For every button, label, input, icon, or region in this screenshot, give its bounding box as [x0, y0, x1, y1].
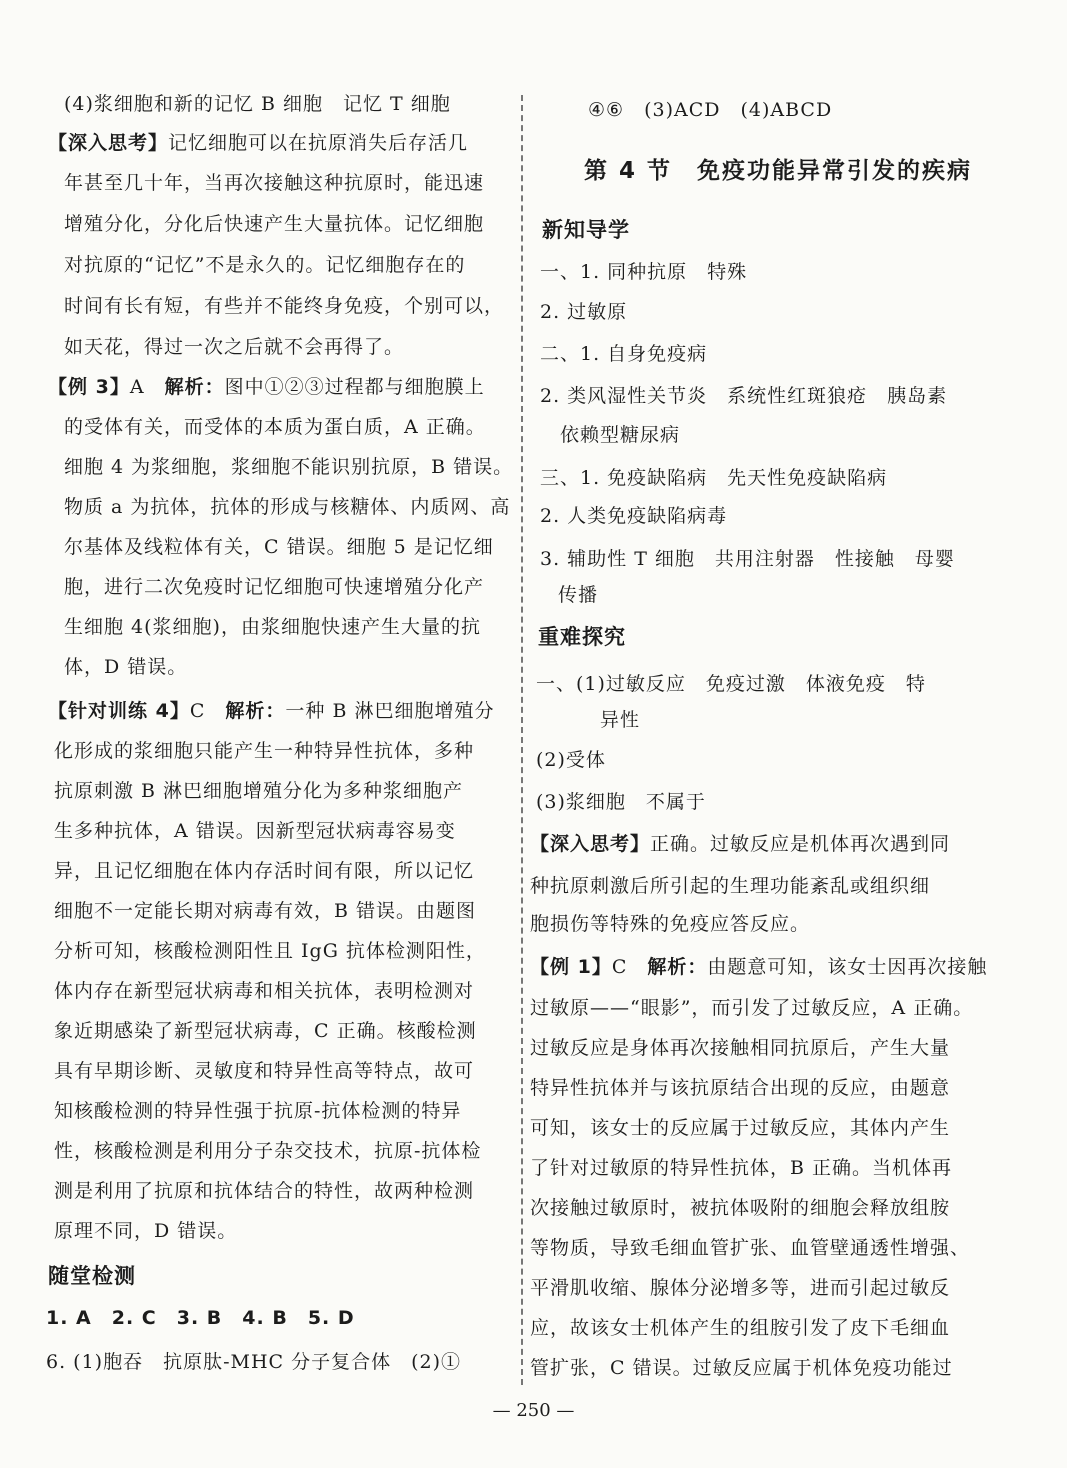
training-4-line: 性，核酸检测是利用分子杂交技术，抗原-抗体检: [54, 1140, 482, 1162]
section-heading: 随堂检测: [48, 1264, 136, 1288]
example-3-line: 体，D 错误。: [64, 656, 188, 678]
example-1-line: 过敏反应是身体再次接触相同抗原后，产生大量: [530, 1037, 951, 1059]
answer-line: (2)受体: [536, 749, 606, 771]
example-1-line: 平滑肌收缩、腺体分泌增多等，进而引起过敏反: [530, 1277, 951, 1299]
page-number: — 250 —: [492, 1400, 575, 1421]
think-paragraph-line: 对抗原的“记忆”不是永久的。记忆细胞存在的: [64, 254, 466, 276]
training-4-line: 具有早期诊断、灵敏度和特异性高等特点，故可: [54, 1060, 475, 1082]
example-1-line: 【例 1】C 解析：由题意可知，该女士因再次接触: [530, 956, 988, 978]
think-paragraph-line: 【深入思考】正确。过敏反应是机体再次遇到同: [530, 833, 951, 855]
example-3-line: 物质 a 为抗体，抗体的形成与核糖体、内质网、高: [64, 496, 511, 518]
section-heading: 重难探究: [538, 625, 626, 649]
think-paragraph-line: 增殖分化，分化后快速产生大量抗体。记忆细胞: [64, 213, 485, 235]
training-4-line: 知核酸检测的特异性强于抗原-抗体检测的特异: [54, 1100, 462, 1122]
think-paragraph-line: 时间有长有短，有些并不能终身免疫，个别可以，: [64, 295, 505, 317]
column-divider: [521, 95, 523, 1385]
answer-line: 三、1. 免疫缺陷病 先天性免疫缺陷病: [540, 467, 888, 489]
think-tag: 【深入思考】: [48, 132, 169, 154]
training-4-line: 异，且记忆细胞在体内存活时间有限，所以记忆: [54, 860, 475, 882]
example-3-line: 胞，进行二次免疫时记忆细胞可快速增殖分化产: [64, 576, 485, 598]
answer-line: 2. 过敏原: [540, 301, 628, 323]
answer-line: (4)浆细胞和新的记忆 B 细胞 记忆 T 细胞: [64, 93, 451, 115]
section-heading: 新知导学: [542, 218, 630, 242]
training-4-line: 分析可知，核酸检测阳性且 IgG 抗体检测阳性，: [54, 940, 486, 962]
example-1-line: 过敏原——“眼影”，而引发了过敏反应，A 正确。: [530, 997, 974, 1019]
example-3-line: 生细胞 4(浆细胞)，由浆细胞快速产生大量的抗: [64, 616, 481, 638]
answer-line: 二、1. 自身免疫病: [540, 343, 708, 365]
example-1-line: 应，故该女士机体产生的组胺引发了皮下毛细血: [530, 1317, 951, 1339]
answers-line: 1. A 2. C 3. B 4. B 5. D: [46, 1307, 355, 1329]
answer-line: 依赖型糖尿病: [560, 424, 681, 446]
example-3-line: 细胞 4 为浆细胞，浆细胞不能识别抗原，B 错误。: [64, 456, 514, 478]
answer-line: 2. 人类免疫缺陷病毒: [540, 505, 728, 527]
training-4-line: 【针对训练 4】C 解析：一种 B 淋巴细胞增殖分: [48, 700, 495, 722]
training-4-tag: 【针对训练 4】: [48, 700, 190, 722]
answer-line: 一、(1)过敏反应 免疫过激 体液免疫 特: [536, 673, 926, 695]
think-paragraph-line: 种抗原刺激后所引起的生理功能紊乱或组织细: [530, 875, 931, 897]
example-1-line: 次接触过敏原时，被抗体吸附的细胞会释放组胺: [530, 1197, 951, 1219]
example-1-line: 管扩张，C 错误。过敏反应属于机体免疫功能过: [530, 1357, 953, 1379]
think-paragraph-line: 【深入思考】记忆细胞可以在抗原消失后存活几: [48, 132, 469, 154]
answer-line: ④⑥ (3)ACD (4)ABCD: [588, 99, 833, 121]
example-3-tag: 【例 3】: [48, 376, 130, 398]
answer-line: 一、1. 同种抗原 特殊: [540, 261, 748, 283]
example-1-tag: 【例 1】: [530, 956, 612, 978]
example-1-line: 可知，该女士的反应属于过敏反应，其体内产生: [530, 1117, 951, 1139]
example-1-line: 了针对过敏原的特异性抗体，B 正确。当机体再: [530, 1157, 953, 1179]
training-4-line: 生多种抗体，A 错误。因新型冠状病毒容易变: [54, 820, 456, 842]
example-1-line: 等物质，导致毛细血管扩张、血管壁通透性增强、: [530, 1237, 971, 1259]
training-4-line: 体内存在新型冠状病毒和相关抗体，表明检测对: [54, 980, 475, 1002]
training-4-line: 原理不同，D 错误。: [54, 1220, 238, 1242]
think-paragraph-line: 如天花，得过一次之后就不会再得了。: [64, 336, 405, 358]
think-paragraph-line: 胞损伤等特殊的免疫应答反应。: [530, 913, 811, 935]
answer-line: 传播: [558, 584, 599, 606]
example-3-line: 的受体有关，而受体的本质为蛋白质，A 正确。: [64, 416, 486, 438]
answer-line: 2. 类风湿性关节炎 系统性红斑狼疮 胰岛素: [540, 385, 948, 407]
answer-line: 异性: [600, 709, 641, 731]
example-3-line: 尔基体及线粒体有关，C 错误。细胞 5 是记忆细: [64, 536, 494, 558]
training-4-line: 抗原刺激 B 淋巴细胞增殖分化为多种浆细胞产: [54, 780, 464, 802]
chapter-title: 第 4 节 免疫功能异常引发的疾病: [584, 158, 973, 184]
think-tag: 【深入思考】: [530, 833, 651, 855]
answer-line: (3)浆细胞 不属于: [536, 791, 706, 813]
think-paragraph-line: 年甚至几十年，当再次接触这种抗原时，能迅速: [64, 172, 485, 194]
question-6-line: 6. (1)胞吞 抗原肽-MHC 分子复合体 (2)①: [46, 1351, 462, 1373]
example-3-line: 【例 3】A 解析：图中①②③过程都与细胞膜上: [48, 376, 485, 398]
training-4-line: 化形成的浆细胞只能产生一种特异性抗体，多种: [54, 740, 475, 762]
training-4-line: 象近期感染了新型冠状病毒，C 正确。核酸检测: [54, 1020, 477, 1042]
example-1-line: 特异性抗体并与该抗原结合出现的反应，由题意: [530, 1077, 951, 1099]
training-4-line: 测是利用了抗原和抗体结合的特性，故两种检测: [54, 1180, 475, 1202]
answer-line: 3. 辅助性 T 细胞 共用注射器 性接触 母婴: [540, 548, 955, 570]
training-4-line: 细胞不一定能长期对病毒有效，B 错误。由题图: [54, 900, 477, 922]
